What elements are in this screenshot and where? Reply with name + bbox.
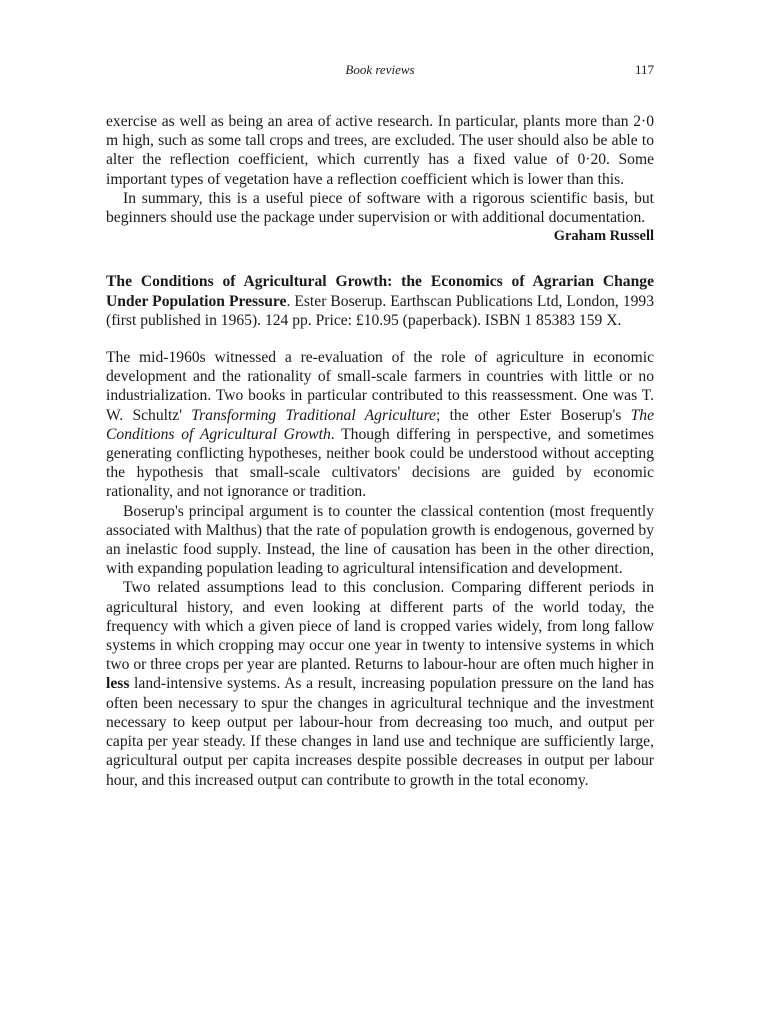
book-title-italic: The Conditions of Agricultural Growth <box>106 406 654 443</box>
paragraph <box>106 578 654 789</box>
text-run: ; the other Ester Boserup's <box>435 406 631 424</box>
text-run: The mid-1960s witnessed a re-evaluation of the role of agriculture in economic development and the rationality of small-scale farmers in countries with little or no industrialization. Two books in particular contributed to this reassessment. One was T. W. Schultz' <box>106 349 654 424</box>
text-run: . Though differing in perspective, and sometimes generating conflicting hypotheses, neither book could be understood without accepting the hypothesis that small-scale cultivators' decisions are guided by economic rationality, and not ignorance or tradition. <box>106 425 654 501</box>
paragraph: exercise as well as being an area of active research. In particular, plants more than 2·0 m high, such as some tall crops and trees, are excluded. The user should also be able to alter the reflection coefficient, which currently has a fixed value of 0·20. Some important types of vegetation have a reflection coefficient which is lower than this. <box>106 113 654 188</box>
running-title: Book reviews <box>345 62 415 77</box>
page-number: 117 <box>634 62 654 77</box>
paragraph: In summary, this is a useful piece of software with a rigorous scientific basis, but beginners should use the package under supervision or with additional documentation. <box>106 189 654 227</box>
text-run: Two related assumptions lead to this conclusion. Comparing different periods in agricultural history, and even looking at different parts of the world today, the frequency with which a given piece of land is cropped varies widely, from long fallow systems in which cropping may occur one year in twenty to intensive systems in which two or three crops per year are planted. Returns to labour-hour are often much higher in <box>106 579 654 674</box>
book-citation: . Ester Boserup. Earthscan Publications Ltd, London, 1993 (first published in 1965). 124 pp. Price: £10.95 (paperback). ISBN 1 85383 159 X. <box>106 292 655 329</box>
review-body <box>106 348 654 790</box>
book-title-italic: Transforming Traditional Agriculture <box>191 406 436 424</box>
emphasis-bold: less <box>106 675 130 693</box>
paragraph <box>106 348 654 502</box>
reviewer-name: Graham Russell <box>553 228 654 245</box>
text-run: land-intensive systems. As a result, increasing population pressure on the land has often been necessary to spur the changes in agricultural technique and the investment necessary to keep output per labour-hour from decreasing too much, and output per capita per year steady. If these changes in land use and technique are sufficiently large, agricultural output per capita increases despite possible decreases in output per labour hour, and this increased output can contribute to growth in the total economy. <box>106 675 654 789</box>
paragraph: Boserup's principal argument is to counter the classical contention (most frequently associated with Malthus) that the rate of population growth is endogenous, governed by an inelastic food supply. Instead, the line of causation has been in the other direction, with expanding population leading to agricultural intensification and development. <box>106 502 654 578</box>
previous-review <box>106 112 654 246</box>
book-title: The Conditions of Agricultural Growth: the Economics of Agrarian Change Under Population Pressure <box>106 273 654 310</box>
review-heading <box>106 272 654 330</box>
running-header <box>106 62 654 84</box>
page <box>106 62 654 790</box>
